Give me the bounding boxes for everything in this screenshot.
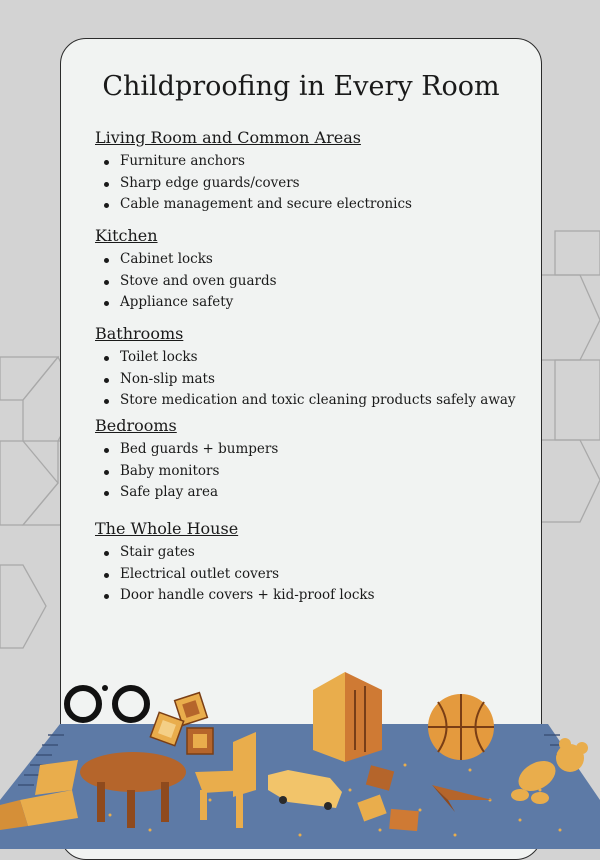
section-heading: The Whole House — [95, 519, 239, 538]
section-bedrooms — [95, 416, 535, 504]
section-kitchen — [95, 226, 535, 314]
item-list — [95, 347, 535, 412]
list-item: Stair gates — [95, 542, 535, 564]
section-bathrooms — [95, 324, 535, 412]
list-item: Sharp edge guards/covers — [95, 173, 535, 195]
section-heading: Living Room and Common Areas — [95, 128, 361, 147]
item-list — [95, 151, 535, 216]
list-item: Cable management and secure electronics — [95, 194, 535, 216]
list-item: Non-slip mats — [95, 369, 535, 391]
page-title: Childproofing in Every Room — [102, 71, 500, 102]
list-item: Stove and oven guards — [95, 271, 535, 293]
list-item: Door handle covers + kid-proof locks — [95, 585, 535, 607]
list-item: Electrical outlet covers — [95, 564, 535, 586]
toy-house — [313, 672, 382, 762]
list-item: Safe play area — [95, 482, 535, 504]
toy-room-illustration — [0, 660, 600, 849]
list-item: Bed guards + bumpers — [95, 439, 535, 461]
section-living-room — [95, 128, 535, 216]
list-item: Cabinet locks — [95, 249, 535, 271]
section-heading: Bedrooms — [95, 416, 177, 435]
outlet-icon — [67, 685, 147, 720]
section-whole-house — [95, 519, 535, 607]
list-item: Toilet locks — [95, 347, 535, 369]
item-list — [95, 439, 535, 504]
list-item: Furniture anchors — [95, 151, 535, 173]
item-list — [95, 542, 535, 607]
basketball-icon — [428, 694, 494, 760]
item-list — [95, 249, 535, 314]
section-heading: Kitchen — [95, 226, 158, 245]
list-item: Baby monitors — [95, 461, 535, 483]
section-heading: Bathrooms — [95, 324, 184, 343]
list-item: Store medication and toxic cleaning products safely away — [95, 390, 535, 412]
list-item: Appliance safety — [95, 292, 535, 314]
